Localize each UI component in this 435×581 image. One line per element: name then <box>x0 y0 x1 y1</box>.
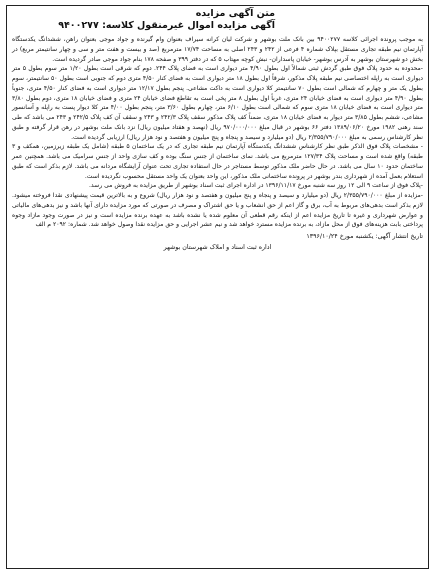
publish-date: تاریخ انتشار آگهی: یکشنبه مورخ ۱۳۹۶/۱۰/۲۴ <box>306 233 423 240</box>
notice-subtitle: آگهی مزایده اموال غیرمنقول کلاسه: ۹۴۰۰۲۷۷ <box>58 20 275 31</box>
issuing-office: اداره ثبت اسناد و املاک شهرستان بوشهر <box>163 244 272 251</box>
paragraph-intro: به موجب پرونده اجرائی کلاسه ۹۴۰۰۲۷۷ بین بانک ملت بوشهر و شرکت لیان کرانه سیراف بعنوان وام گیرنده و جواد موجی بعنوان راهن، ششدانگ یکدستگاه آپارتمان نیم طبقه تجاری مستقل بپلاک شماره ۴ فرعی از ۲۴۲ و ۲۴۳ اصلی به مساحت ۱۷/۷۴ مترمربع (صد و بیست و هفت متر و سی و چهار سانتیمتر مربع) در بخش دو شهرستان بوشهر به آدرس بوشهر- خیابان پاسداران- نبش کوچه مهتاب ۵ که در دفتر ۳۹۹ و صفحه ۱۷۸ بنام جواد موجی صادر گردیده است. <box>12 36 424 63</box>
paragraph-specs: - مشخصات پلاک فوق الذکر طبق نظر کارشناس ششدانگ یکدستگاه آپارتمان نیم طبقه تجاری که در یک ساختمان ۵ طبقه (شامل یک طبقه زیرزمین، همکف و ۳ طبقه) واقع شده است و مساحت پلاک ۱۲۷/۳۴ مترمربع می باشد. نمای ساختمان از جنس سنگ بوده و کف سازی واحد از جنس سرامیک می باشد. همچنین عمر ساختمان حدود ۱۰ سال می باشد. در حال حاضر ملک مذکور توسط مستاجر در حال استفاده تجاری تحت عنوان آرایشگاه مردانه می باشد. لازم بذکر است که طبق استعلام بعمل آمده از شهرداری بندر بوشهر در پرونده ساختمانی ملک مذکور، این واحد بعنوان یک واحد مستقل محسوب نگردیده است. <box>12 143 423 180</box>
notice-footer <box>12 232 423 253</box>
notice-header <box>12 8 423 32</box>
notice-title: متن آگهی مزایده <box>195 8 275 19</box>
paragraph-boundaries: -محدوده به حدود پلاک فوق طبق گردش ثبتی شمالاً اول بطول ۴/۹۰ متر دیواری است به فضای پلاک ۲۴۴. دوم که شرقی است بطول ۱/۲۰ متر سوم بطول ۵ متر دیواری است به راپله اختصاصی نیم طبقه پلاک مذکور، شرقاً اول بطول ۱۸ متر دیواری است به فضای کنار ۴/۵۰ متری دوم که جنوبی است بطول ۵۰ سانتیمتر، سوم بطول یک متر و چهارم که شمالی است بطول ۷۰ سانتیمتر کلا دیواری است به داکت مشاعی. پنجم بطول ۱۲/۱۷ متر دیواری است به فضای کنار ۴/۵۰ متری، جنوباً بطول ۴/۹۰ متر دیواری است به فضای خیابان ۲۴ متری، غرباً اول بطول ۸ متر پخی است به تقاطع فضای خیابان ۲۴ متری و فضای خیابان ۱۸ متری، دوم بطول ۳/۸۰ متر دیواری است به فضای خیابان ۱۸ متری سوم که شمالی است بطول ۶/۱۰ متر، چهارم بطول ۳/۶۰ متر، پنجم بطول ۴/۰۰ متر کلا دیوار پست به راپله و آسانسور مشاعی، ششم بطول ۳/۸۵ متر دیوار به فضای خیابان ۱۸ متری، ضمناً کف پلاک مذکور سقف پلاک ۲۴۲/۳ و ۲۴۳ و سقف آن کف پلاک ۲۴۲/۵ و ۲۴۳ می باشد که طی سند رهنی ۱۹۸۲ مورخ ۱۳۸۹/۰۶/۲۰ دفتر ۶۶ بوشهر در قبال مبلغ ۹۷۰/۰۰۰/۰۰۰ ریال (نهصد و هفتاد میلیون ریال) نزد بانک ملت بوشهر در رهن قرار گرفته و طبق نظر کارشناس رسمی به مبلغ ۲/۳۵۵/۷۹۰/۰۰۰ ریال (دو میلیارد و سیصد و پنجاه و پنج میلیون و هفتصد و نود هزار ریال) ارزیابی گردیده است. <box>12 65 424 141</box>
auction-notice <box>6 5 429 569</box>
paragraph-auction-time: -پلاک فوق از ساعت ۹ الی ۱۲ روز سه شنبه مورخ ۱۳۹۶/۱۱/۱۷ در اداره اجرای ثبت اسناد بوشهر از طریق مزایده به فروش می رسد. <box>88 182 423 190</box>
paragraph-terms: -مزایده از مبلغ ۲/۳۵۵/۷۹۰/۰۰۰ ریال (دو میلیارد و سیصد و پنجاه و پنج میلیون و هفتصد و نود هزار ریال) شروع و به بالاترین قیمت پیشنهادی نقدا فروخته میشود. لازم بذکر است بدهی‌های مربوط به آب، برق و گاز اعم از حق انشعاب و یا حق اشتراک و مصرف در صورتی که مورد مزایده دارای آنها باشد و نیز بدهی‌های مالیاتی و عوارض شهرداری و غیره تا تاریخ مزایده اعم از اینکه رقم قطعی آن معلوم شده یا نشده باشد به عهده برنده مزایده است و نیز در صورت وجود مازاد وجوه پرداختی بابت هزینه‌های فوق از محل مازاد، به برنده مزایده مسترد خواهد شد و نیم عشر اجرایی و حق مزایده نقدا وصول خواهد شد. شماره: ۲۰۹۲ م الف <box>12 192 423 229</box>
